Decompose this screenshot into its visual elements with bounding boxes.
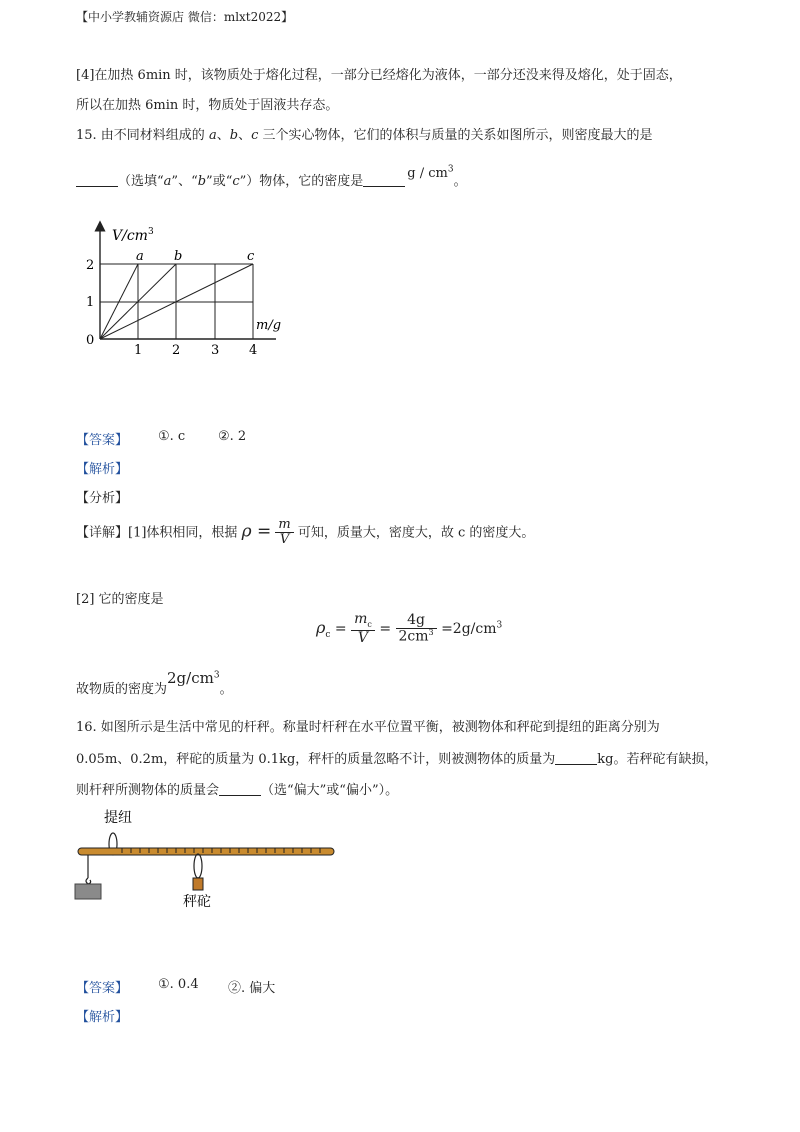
counterweight (193, 878, 203, 890)
answer-blank (363, 174, 405, 187)
q15-detail-line-1: 【详解】[1]体积相同，根据 ρ = $\frac{m}{V}$ 可知，质量大，密度大，故 c 的密度大。 (76, 517, 535, 548)
q15-answer-tag: 【答案】 (76, 433, 129, 448)
y-axis-label: $V/cm^3$ (112, 227, 154, 244)
steelyard-diagram (72, 804, 342, 912)
q15-answer-1: ①. c (158, 429, 186, 444)
q16-analysis-tag: 【解析】 (76, 1010, 129, 1025)
density-graph (80, 220, 300, 360)
counterweight-loop (194, 854, 202, 878)
x-tick-3: 3 (211, 343, 220, 358)
density-formula: $\rho_c$ = $\frac{m_c}{V}$ = $\frac{4g}{2cm^3}$ $=2g/cm^3$ (316, 611, 503, 646)
q15-conclusion: 故物质的密度为$2g/cm^3$。 (76, 669, 233, 697)
measured-object (75, 884, 101, 899)
label-c: c (247, 249, 255, 264)
q15-fenxi-tag: 【分析】 (76, 491, 129, 506)
q15-analysis-tag: 【解析】 (76, 462, 129, 477)
label-a: a (136, 249, 144, 264)
q15-answer-2: ②. 2 (218, 429, 247, 444)
q16-stem-line-2: 0.05m、0.2m，秤砣的质量为 0.1kg，秤杆的质量忽略不计，则被测物体的质量为 kg。若秤砣有缺损， (76, 752, 718, 767)
q16-answer-2: ②. 偏大 (228, 981, 276, 996)
chengtuo-label: 秤砣 (183, 894, 211, 910)
x-tick-4: 4 (249, 343, 258, 358)
prev-answer-line-1: [4]在加热 6min 时，该物质处于熔化过程，一部分已经熔化为液体，一部分还没来得及熔化，处于固态， (76, 68, 682, 83)
page-header: 【中小学教辅资源店 微信：mlxt2022】 (76, 10, 294, 24)
q15-stem-line-2: （选填“a”、“b”或“c”）物体，它的密度是g / $cm^3$。 (76, 170, 467, 189)
x-axis-label: m/g (256, 318, 282, 333)
y-tick-2: 2 (86, 258, 95, 273)
hook-icon (86, 878, 91, 884)
q16-answer-1: ①. 0.4 (158, 977, 199, 992)
q16-stem-line-1: 16. 如图所示是生活中常见的杆秤。称量时杆秤在水平位置平衡，被测物体和秤砣到提纽的距离分别为 (76, 720, 660, 735)
q15-detail-line-2: [2] 它的密度是 (76, 592, 164, 607)
steelyard-rod (78, 848, 334, 855)
label-b: b (174, 249, 183, 264)
answer-blank (219, 783, 261, 796)
q16-stem-line-3: 则杆秤所测物体的质量会 （选“偏大”或“偏小”）。 (76, 783, 399, 798)
x-tick-1: 1 (134, 343, 143, 358)
prev-answer-line-2: 所以在加热 6min 时，物质处于固液共存态。 (76, 98, 339, 113)
q15-stem-line-1: 15. 由不同材料组成的 a、b、c 三个实心物体，它们的体积与质量的关系如图所示，则密度最大的是 (76, 128, 653, 143)
q16-answer-tag: 【答案】 (76, 981, 129, 996)
origin-label: 0 (86, 333, 95, 348)
answer-blank (555, 752, 597, 765)
tiniu-label: 提纽 (104, 810, 132, 826)
x-tick-2: 2 (172, 343, 181, 358)
answer-blank (76, 174, 118, 187)
y-tick-1: 1 (86, 295, 95, 310)
